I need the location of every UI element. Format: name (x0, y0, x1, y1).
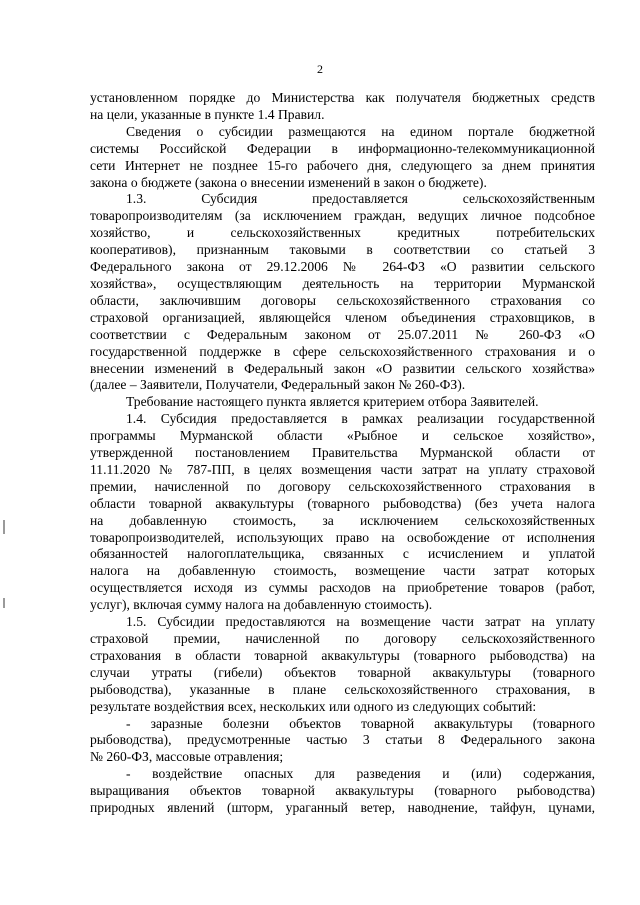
left-margin-mark (3, 598, 5, 608)
text-line: Федерального закона от 29.12.2006 № 264-ФЗ «О развитии сельского (90, 259, 595, 275)
text-line: страховой организацией, являющейся членом объединения страховщиков, в (90, 309, 595, 325)
text-line: внесении изменений в Федеральный закон «О развитии сельского хозяйства» (90, 360, 595, 376)
text-line: страхования в области товарной аквакультуры (товарного рыбоводства) на (90, 647, 595, 663)
text-line: государственной поддержке в сфере сельскохозяйственного страхования и о (90, 343, 595, 359)
text-line: хозяйства», осуществляющим деятельность на территории Мурманской (90, 275, 595, 291)
text-line: области товарной аквакультуры (товарного рыбоводства) (без учета налога (90, 495, 595, 511)
text-line: 1.4. Субсидия предоставляется в рамках реализации государственной (126, 411, 595, 427)
text-line: обязанностей налогоплательщика, связанных с исчислением и уплатой (90, 546, 595, 562)
text-line: на добавленную стоимость, за исключением сельскохозяйственных (90, 512, 595, 528)
page-number: 2 (317, 62, 323, 76)
text-line: системы Российской Федерации в информационно-телекоммуникационной (90, 140, 595, 156)
text-line: 1.3. Субсидия предоставляется сельскохозяйственным (126, 191, 595, 207)
text-line: № 260-ФЗ, массовые отравления; (90, 749, 284, 765)
text-line: премии, начисленной по договору сельскохозяйственного страхования в (90, 478, 595, 494)
text-line: услуг), включая сумму налога на добавленную стоимость). (90, 597, 433, 613)
left-margin-mark (3, 520, 5, 534)
text-line: природных явлений (шторм, ураганный ветер, наводнение, тайфун, цунами, (90, 800, 595, 816)
text-line: кооперативов), признанным таковыми в соответствии со статьей 3 (90, 242, 595, 258)
text-line: на цели, указанные в пункте 1.4 Правил. (90, 106, 325, 122)
text-line: случаи утраты (гибели) объектов товарной аквакультуры (товарного (90, 664, 595, 680)
text-line: - заразные болезни объектов товарной аквакультуры (товарного (126, 715, 595, 731)
text-line: налога на добавленную стоимость, возмещение части затрат которых (90, 563, 595, 579)
text-line: соответствии с Федеральным законом от 25.07.2011 № 260-ФЗ «О (90, 326, 595, 342)
text-line: сети Интернет не позднее 15-го рабочего дня, следующего за днем принятия (90, 157, 595, 173)
text-line: страховой премии, начисленной по договору сельскохозяйственного (90, 631, 595, 646)
text-line: выращивания объектов товарной аквакультуры (товарного рыбоводства) (90, 783, 595, 799)
text-line: товаропроизводителей, использующих право на освобождение от исполнения (90, 529, 595, 545)
text-line: хозяйство, и сельскохозяйственных кредитных потребительских (90, 225, 595, 241)
text-line: области, заключившим договоры сельскохозяйственного страхования со (90, 292, 595, 308)
text-line: Требование настоящего пункта является критерием отбора Заявителей. (126, 394, 539, 410)
text-line: установленном порядке до Министерства как получателя бюджетных средств (90, 90, 595, 105)
text-line: - воздействие опасных для разведения и (или) содержания, (126, 766, 595, 782)
text-line: результате воздействия всех, нескольких или одного из следующих событий: (90, 698, 537, 714)
text-line: Сведения о субсидии размещаются на едином портале бюджетной (126, 123, 595, 139)
text-line: рыбоводства), предусмотренные частью 3 статьи 8 Федерального закона (90, 732, 595, 748)
text-line: закона о бюджете (закона о внесении изменений в закон о бюджете). (90, 174, 487, 190)
text-line: осуществляется исходя из суммы расходов на приобретение товаров (работ, (90, 580, 595, 596)
text-line: рыбоводства), указанные в плане сельскохозяйственного страхования, в (90, 681, 595, 697)
body-text (90, 90, 595, 817)
text-line: товаропроизводителям (за исключением граждан, ведущих личное подсобное (90, 208, 595, 224)
text-line: 11.11.2020 № 787-ПП, в целях возмещения части затрат на уплату страховой (90, 461, 595, 477)
text-line: утвержденной постановлением Правительства Мурманской области от (90, 445, 595, 461)
text-line: программы Мурманской области «Рыбное и сельское хозяйство», (90, 428, 595, 444)
text-line: 1.5. Субсидии предоставляются на возмещение части затрат на уплату (126, 614, 595, 630)
text-line: (далее – Заявители, Получатели, Федеральный закон № 260-ФЗ). (90, 377, 466, 393)
